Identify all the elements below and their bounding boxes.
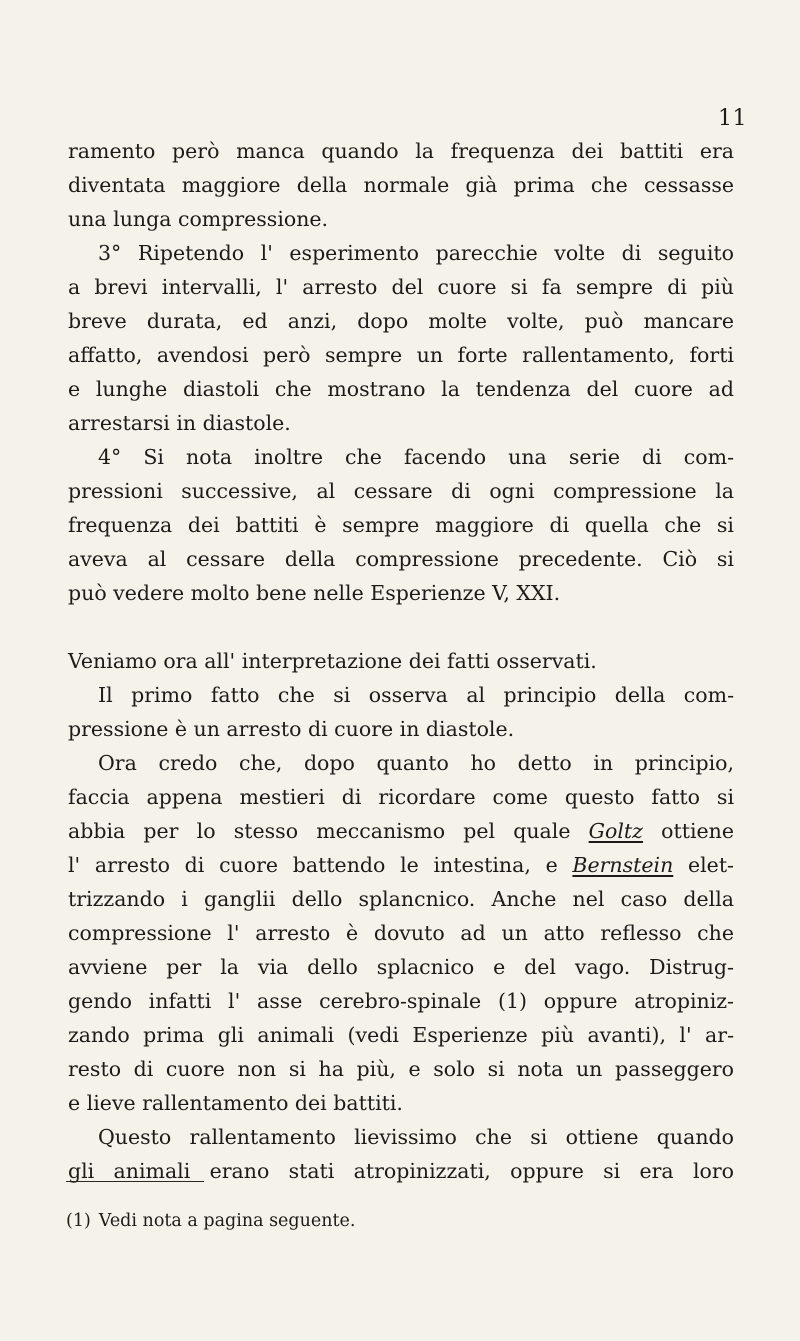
author-name: Bernstein <box>572 853 674 877</box>
text-line: faccia appena mestieri di ricordare come questo fatto si <box>68 785 734 809</box>
text-line: arrestarsi in diastole. <box>68 411 291 435</box>
text-line: Il primo fatto che si osserva al principio della com- <box>98 683 734 707</box>
text-line: aveva al cessare della compressione precedente. Ciò si <box>68 547 734 571</box>
body-text <box>68 134 734 1188</box>
text-line: gendo infatti l' asse cerebro-spinale (1) oppure atropiniz- <box>68 989 734 1013</box>
text-line: frequenza dei battiti è sempre maggiore di quella che si <box>68 513 734 537</box>
text-fragment: abbia per lo stesso meccanismo pel quale <box>68 819 589 843</box>
paragraph-gap <box>68 610 734 644</box>
text-line: gli animali erano stati atropinizzati, oppure si era loro <box>68 1159 734 1183</box>
text-line: 4° Si nota inoltre che facendo una serie di com- <box>98 445 734 469</box>
text-line <box>68 848 734 882</box>
text-line: compressione l' arresto è dovuto ad un atto reflesso che <box>68 921 734 945</box>
footnote-mark: (1) <box>66 1211 91 1231</box>
page-number: 11 <box>718 106 747 131</box>
text-line: Questo rallentamento lievissimo che si ottiene quando <box>98 1125 734 1149</box>
text-fragment: l' arresto di cuore battendo le intestina, e <box>68 853 573 877</box>
text-line <box>68 814 734 848</box>
text-line: pressione è un arresto di cuore in diastole. <box>68 717 515 741</box>
text-line: trizzando i ganglii dello splancnico. Anche nel caso della <box>68 887 734 911</box>
text-fragment: elet- <box>673 853 734 877</box>
text-line: 3° Ripetendo l' esperimento parecchie volte di seguito <box>98 241 734 265</box>
text-line: Veniamo ora all' interpretazione dei fatti osservati. <box>68 649 597 673</box>
text-line: e lunghe diastoli che mostrano la tendenza del cuore ad <box>68 377 734 401</box>
footnote-divider <box>66 1181 204 1182</box>
text-line: e lieve rallentamento dei battiti. <box>68 1091 403 1115</box>
text-line: resto di cuore non si ha più, e solo si nota un passeggero <box>68 1057 734 1081</box>
text-line: ramento però manca quando la frequenza dei battiti era <box>68 139 734 163</box>
footnote-text: Vedi nota a pagina seguente. <box>98 1211 356 1231</box>
text-line: una lunga compressione. <box>68 207 329 231</box>
text-line: a brevi intervalli, l' arresto del cuore si fa sempre di più <box>68 275 734 299</box>
text-fragment: ottiene <box>642 819 734 843</box>
text-line: Ora credo che, dopo quanto ho detto in principio, <box>98 751 734 775</box>
text-line: può vedere molto bene nelle Esperienze V, XXI. <box>68 581 561 605</box>
text-line: diventata maggiore della normale già prima che cessasse <box>68 173 734 197</box>
footnote <box>66 1211 355 1231</box>
text-line: breve durata, ed anzi, dopo molte volte, può mancare <box>68 309 734 333</box>
text-line: avviene per la via dello splacnico e del vago. Distrug- <box>68 955 734 979</box>
text-line: affatto, avendosi però sempre un forte rallentamento, forti <box>68 343 734 367</box>
author-name: Goltz <box>588 819 643 843</box>
text-line: zando prima gli animali (vedi Esperienze più avanti), l' ar- <box>68 1023 734 1047</box>
text-line: pressioni successive, al cessare di ogni compressione la <box>68 479 734 503</box>
